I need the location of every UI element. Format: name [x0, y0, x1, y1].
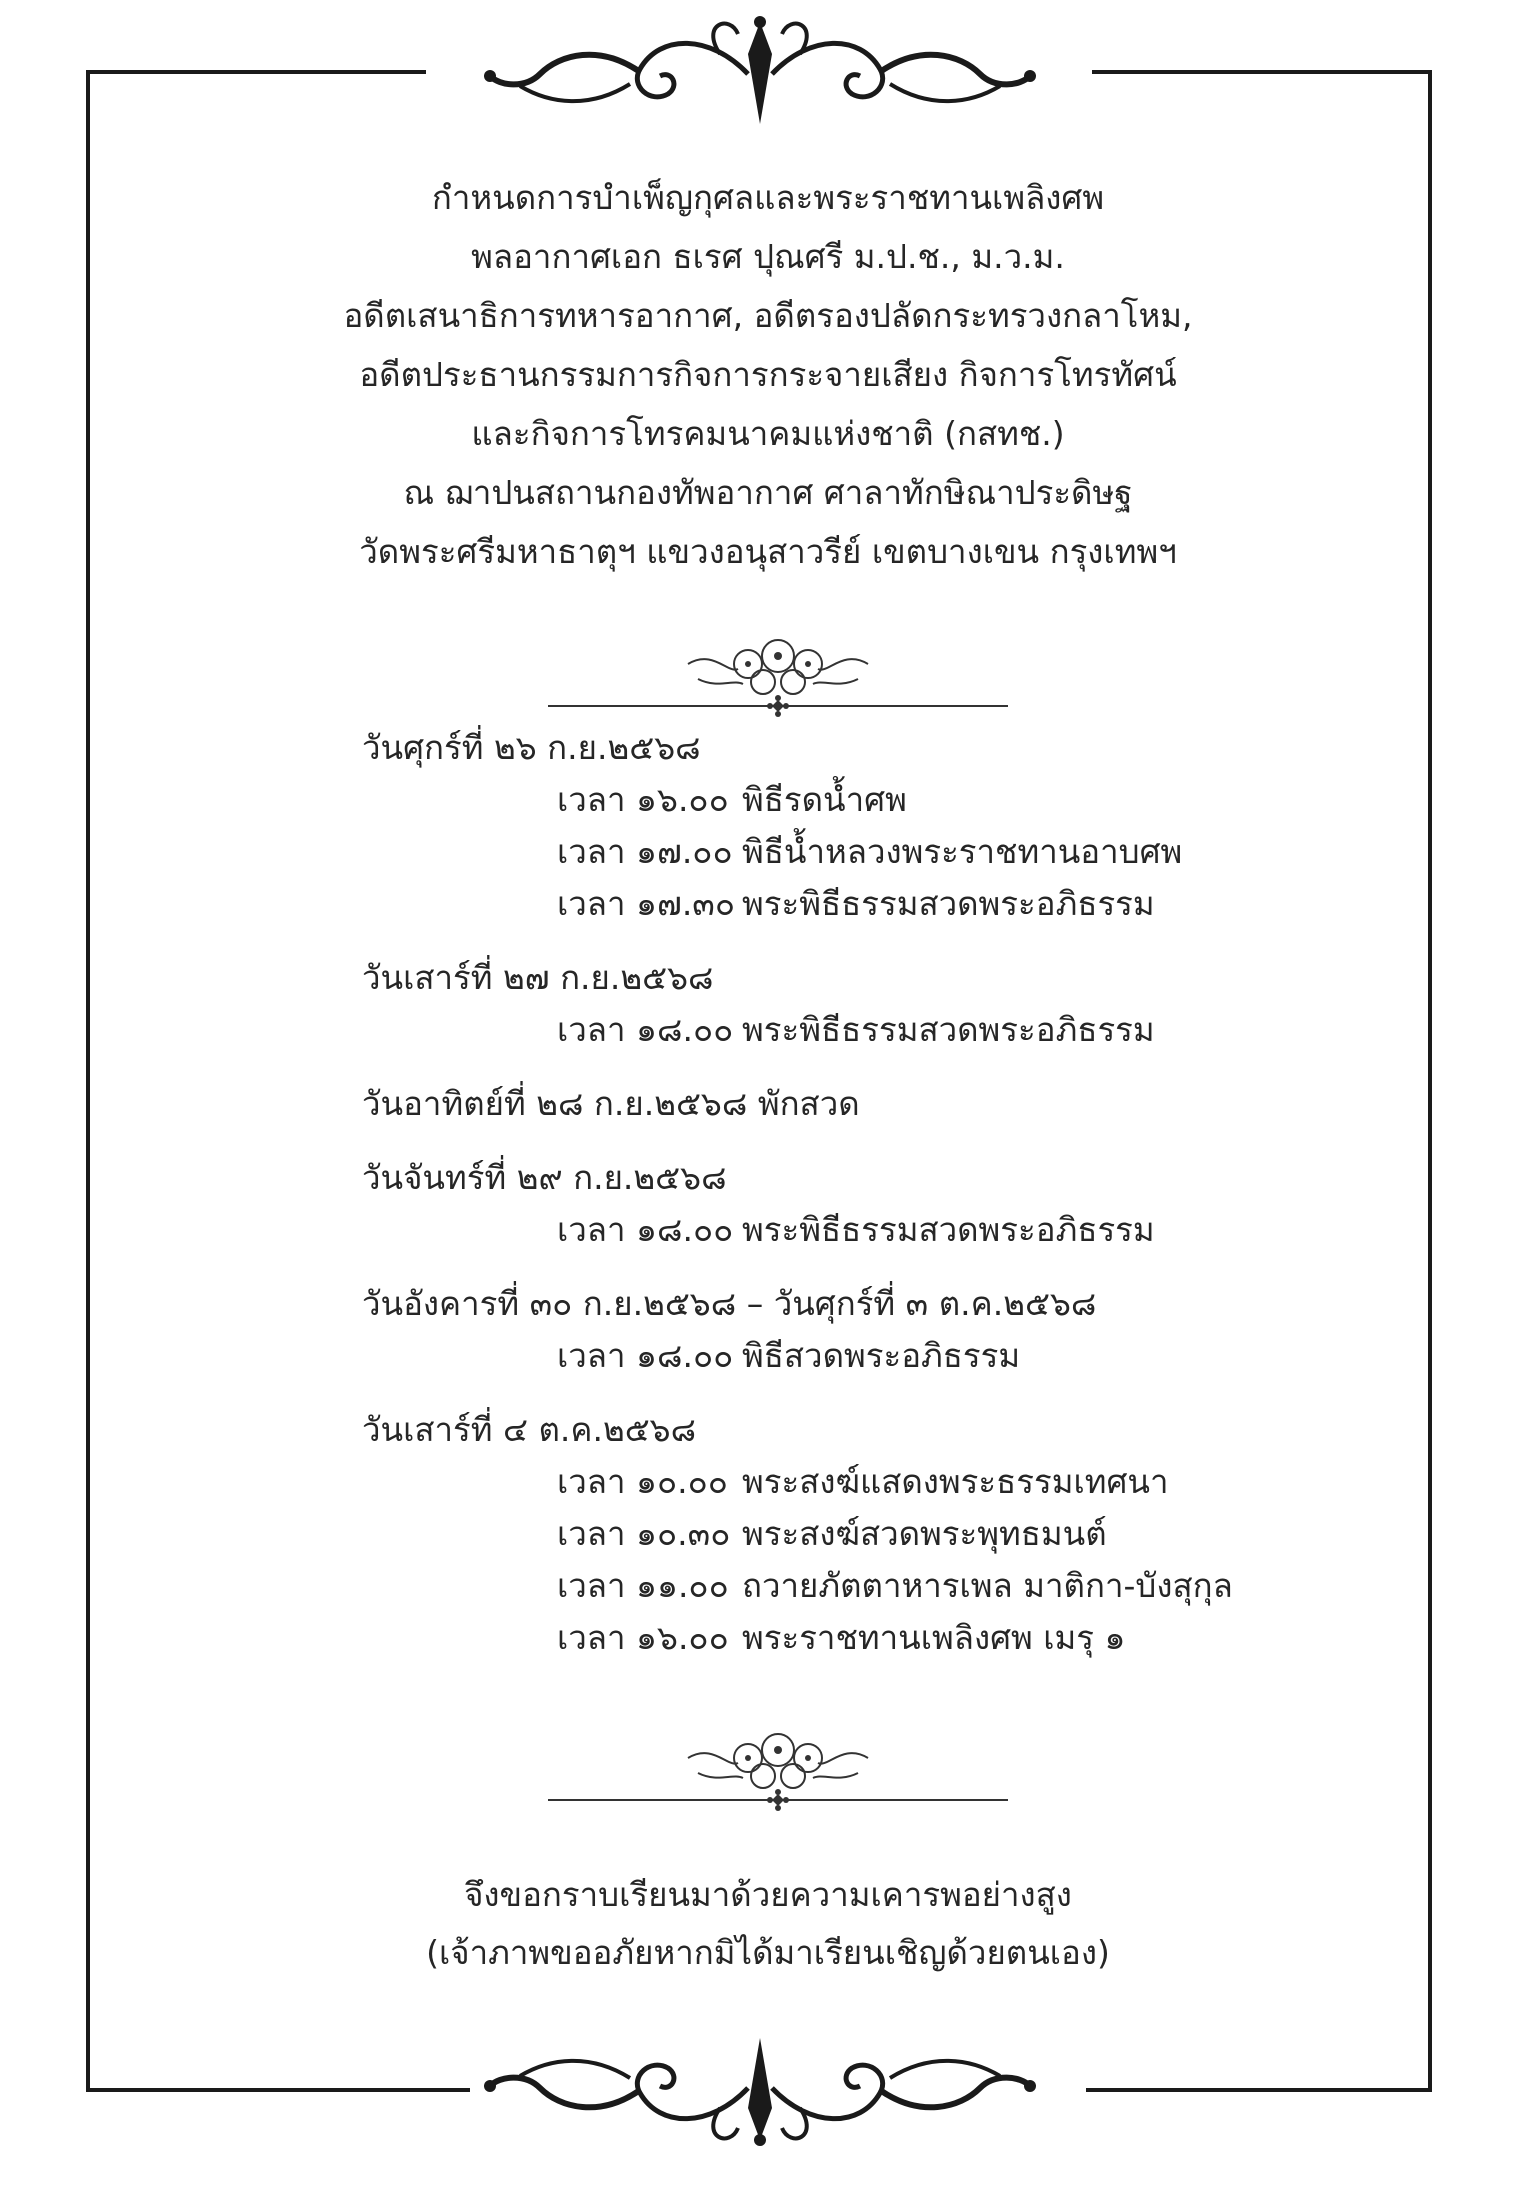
- event-time: เวลา ๑๘.๐๐: [557, 1336, 734, 1375]
- event-desc: พิธีสวดพระอภิธรรม: [742, 1336, 1021, 1375]
- event-desc: พระพิธีธรรมสวดพระอภิธรรม: [742, 1210, 1155, 1249]
- day-heading: วันอาทิตย์ที่ ๒๘ ก.ย.๒๕๖๘ พักสวด: [362, 1084, 860, 1123]
- event-time: เวลา ๑๖.๐๐: [557, 780, 729, 819]
- header-position-3: และกิจการโทรคมนาคมแห่งชาติ (กสทช.): [471, 414, 1065, 453]
- event-row: [362, 1560, 1362, 1612]
- event-desc: พระพิธีธรรมสวดพระอภิธรรม: [742, 1010, 1155, 1049]
- event-desc: พระราชทานเพลิงศพ เมรุ ๑: [742, 1618, 1126, 1657]
- frame-top-left: [86, 70, 426, 74]
- event-row: [362, 1508, 1362, 1560]
- event-row: [362, 1330, 1362, 1382]
- day-block: [362, 1152, 1362, 1256]
- event-time: เวลา ๑๗.๐๐: [557, 832, 733, 871]
- header-position-2: อดีตประธานกรรมการกิจการกระจายเสียง กิจการโทรทัศน์: [359, 355, 1177, 394]
- event-time: เวลา ๑๐.๐๐: [557, 1462, 728, 1501]
- event-time: เวลา ๑๖.๐๐: [557, 1618, 729, 1657]
- event-desc: พระพิธีธรรมสวดพระอภิธรรม: [742, 884, 1155, 923]
- header-address: วัดพระศรีมหาธาตุฯ แขวงอนุสาวรีย์ เขตบางเขน กรุงเทพฯ: [359, 532, 1177, 571]
- schedule: [362, 722, 1362, 1686]
- closing-respect: จึงขอกราบเรียนมาด้วยความเคารพอย่างสูง: [464, 1875, 1072, 1914]
- day-heading: วันเสาร์ที่ ๒๗ ก.ย.๒๕๖๘: [362, 958, 714, 997]
- floral-divider-ornament-icon: [548, 1728, 1008, 1828]
- event-row: [362, 826, 1362, 878]
- header-title: กำหนดการบำเพ็ญกุศลและพระราชทานเพลิงศพ: [431, 178, 1105, 217]
- event-time: เวลา ๑๑.๐๐: [557, 1566, 729, 1605]
- event-time: เวลา ๑๗.๓๐: [557, 884, 736, 923]
- day-block: [362, 1078, 1362, 1130]
- event-time: เวลา ๑๘.๐๐: [557, 1010, 734, 1049]
- day-block: [362, 1404, 1362, 1664]
- event-desc: พระสงฆ์แสดงพระธรรมเทศนา: [742, 1462, 1169, 1501]
- day-block: [362, 722, 1362, 930]
- header-name: พลอากาศเอก ธเรศ ปุณศรี ม.ป.ช., ม.ว.ม.: [471, 237, 1065, 276]
- closing-block: [0, 1866, 1536, 1982]
- event-desc: พิธีน้ำหลวงพระราชทานอาบศพ: [742, 832, 1183, 871]
- day-heading: วันอังคารที่ ๓๐ ก.ย.๒๕๖๘ – วันศุกร์ที่ ๓ ต.ค.๒๕๖๘: [362, 1284, 1097, 1323]
- event-desc: พิธีรดน้ำศพ: [742, 780, 907, 819]
- event-row: [362, 878, 1362, 930]
- day-heading: วันเสาร์ที่ ๔ ต.ค.๒๕๖๘: [362, 1410, 697, 1449]
- header-venue: ณ ฌาปนสถานกองทัพอากาศ ศาลาทักษิณาประดิษฐ: [403, 473, 1133, 512]
- floral-divider-ornament-icon: [548, 634, 1008, 734]
- event-time: เวลา ๑๐.๓๐: [557, 1514, 731, 1553]
- header-block: [0, 168, 1536, 581]
- closing-apology: (เจ้าภาพขออภัยหากมิได้มาเรียนเชิญด้วยตนเอง): [426, 1933, 1110, 1972]
- event-row: [362, 1004, 1362, 1056]
- day-heading: วันจันทร์ที่ ๒๙ ก.ย.๒๕๖๘: [362, 1158, 727, 1197]
- frame-bottom-right: [1086, 2088, 1432, 2092]
- event-desc: พระสงฆ์สวดพระพุทธมนต์: [742, 1514, 1107, 1553]
- scroll-flourish-ornament-icon: [480, 14, 1040, 132]
- scroll-flourish-ornament-icon: [480, 2030, 1040, 2148]
- event-row: [362, 774, 1362, 826]
- day-heading: วันศุกร์ที่ ๒๖ ก.ย.๒๕๖๘: [362, 728, 701, 767]
- header-position-1: อดีตเสนาธิการทหารอากาศ, อดีตรองปลัดกระทรวงกลาโหม,: [343, 296, 1193, 335]
- day-block: [362, 1278, 1362, 1382]
- event-time: เวลา ๑๘.๐๐: [557, 1210, 734, 1249]
- event-row: [362, 1204, 1362, 1256]
- day-block: [362, 952, 1362, 1056]
- frame-bottom-left: [86, 2088, 470, 2092]
- frame-top-right: [1092, 70, 1432, 74]
- event-desc: ถวายภัตตาหารเพล มาติกา-บังสุกุล: [742, 1566, 1233, 1605]
- event-row: [362, 1612, 1362, 1664]
- event-row: [362, 1456, 1362, 1508]
